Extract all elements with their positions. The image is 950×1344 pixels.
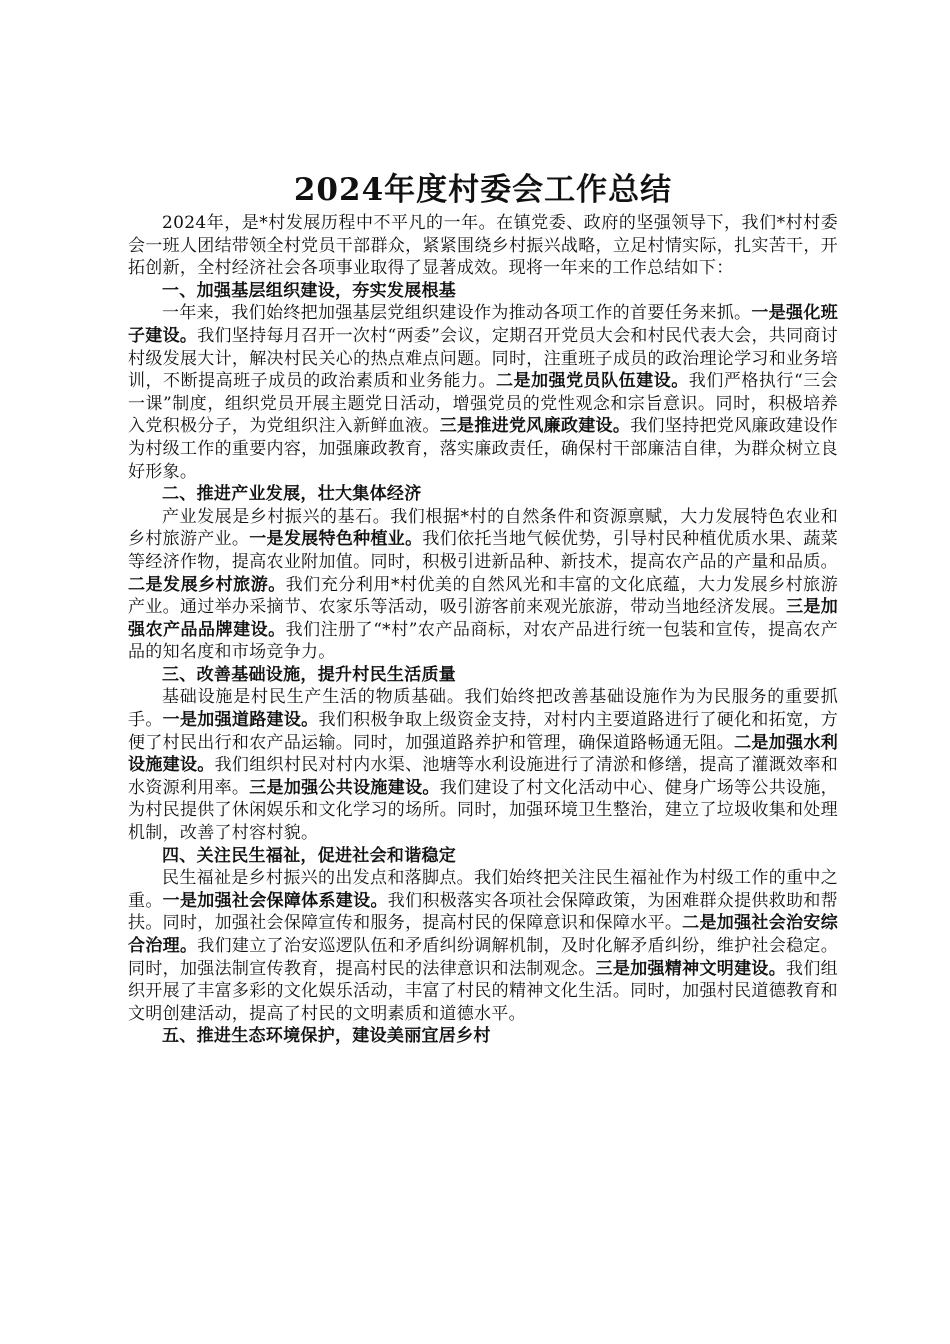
section-lead-2: 产业发展是乡村振兴的基石。我们根据*村的自然条件和资源禀赋，大力发展特色农业和乡村旅游产业。 — [128, 506, 838, 550]
section-heading-3: 三、改善基础设施，提升村民生活质量 — [162, 664, 457, 685]
document-page — [128, 168, 838, 1048]
section-2-item-3-label: 三是加强农产品品牌建设。 — [128, 597, 838, 640]
section-1-item-1-text: 我们坚持每月召开一次村“两委”会议，定期召开党员大会和村民代表大会，共同商讨村级发展大计，解决村民关心的热点难点问题。同时，注重班子成员的政治理论学习和业务培训，不断提高班子成员的政治素质和业务能力。 — [128, 325, 838, 392]
section-2-item-1-text: 我们依托当地气候优势，引导村民种植优质水果、蔬菜等经济作物，提高农业附加值。同时，积极引进新品种、新技术，提高农产品的产量和品质。 — [128, 529, 839, 572]
section-heading-2: 二、推进产业发展，壮大集体经济 — [162, 484, 422, 505]
section-1-item-3-text: 我们坚持把党风廉政建设作为村级工作的重要内容，加强廉政教育，落实廉政责任，确保村干部廉洁自律，为群众树立良好形象。 — [128, 416, 838, 482]
section-heading-4: 四、关注民生福祉，促进社会和谐稳定 — [162, 845, 457, 866]
section-lead-4: 民生福祉是乡村振兴的出发点和落脚点。我们始终把关注民生福祉作为村级工作的重中之重。 — [128, 868, 838, 911]
intro-paragraph: 2024年，是*村发展历程中不平凡的一年。在镇党委、政府的坚强领导下，我们*村村委会一班人团结带领全村党员干部群众，紧紧围绕乡村振兴战略，立足村情实际，扎实苦干，开拓创新，全村经济社会各项事业取得了显著成效。现将一年来的工作总结如下： — [128, 213, 838, 279]
section-1-item-3-label: 三是推进党风廉政建设。 — [439, 416, 631, 437]
section-3-item-3-text: 我们建设了村文化活动中心、健身广场等公共设施，为村民提供了休闲娱乐和文化学习的场所。同时，加强环境卫生整治，建立了垃圾收集和处理机制，改善了村容村貌。 — [128, 777, 838, 844]
section-4-item-3-label: 三是加强精神文明建设。 — [595, 958, 787, 979]
section-paragraph-1 — [128, 302, 838, 483]
section-2-item-2-text: 我们充分利用*村优美的自然风光和丰富的文化底蕴，大力发展乡村旅游产业。通过举办采摘节、农家乐等活动，吸引游客前来观光旅游，带动当地经济发展。 — [128, 574, 838, 618]
section-4-item-2-text: 我们建立了治安巡逻队伍和矛盾纠纷调解机制，及时化解矛盾纠纷，维护社会稳定。同时，加强法制宣传教育，提高村民的法律意识和法制观念。 — [128, 936, 838, 979]
section-3-item-3-label: 三是加强公共设施建设。 — [249, 777, 440, 798]
section-lead-1: 一年来，我们始终把加强基层党组织建设作为推动各项工作的首要任务来抓。 — [162, 303, 752, 324]
section-2-item-1-label: 一是发展特色种植业。 — [249, 529, 423, 550]
section-4-item-2-label: 二是加强社会治安综合治理。 — [128, 913, 838, 956]
section-paragraph-4 — [128, 867, 838, 1025]
section-3-item-1-text: 我们积极争取上级资金支持，对村内主要道路进行了硬化和拓宽，方便了村民出行和农产品运输。同时，加强道路养护和管理，确保道路畅通无阻。 — [128, 710, 838, 753]
section-paragraph-2 — [128, 506, 838, 664]
section-4-item-1-label: 一是加强社会保障体系建设。 — [162, 890, 388, 911]
section-heading-5: 五、推进生态环境保护，建设美丽宜居乡村 — [162, 1026, 491, 1047]
section-3-item-2-text: 我们组织村民对村内水渠、池塘等水利设施进行了清淤和修缮，提高了灌溉效率和水资源利用率。 — [128, 755, 838, 798]
section-1-item-2-text: 我们严格执行“三会一课”制度，组织党员开展主题党日活动，增强党员的党性观念和宗旨意识。同时，积极培养入党积极分子，为党组织注入新鲜血液。 — [128, 371, 838, 437]
section-1-item-1-label: 一是强化班子建设。 — [128, 303, 838, 346]
section-lead-3: 基础设施是村民生产生活的物质基础。我们始终把改善基础设施作为为民服务的重要抓手。 — [128, 687, 838, 731]
section-2-item-3-text: 我们注册了“*村”农产品商标，对农产品进行统一包装和宣传，提高农产品的知名度和市场竞争力。 — [128, 619, 839, 663]
section-3-item-2-label: 二是加强水利设施建设。 — [128, 732, 838, 776]
section-heading-1: 一、加强基层组织建设，夯实发展根基 — [162, 280, 457, 301]
document-title: 2024年度村委会工作总结 — [293, 172, 673, 208]
section-4-item-1-text: 我们积极落实各项社会保障政策，为困难群众提供救助和帮扶。同时，加强社会保障宣传和服务，提高村民的保障意识和保障水平。 — [128, 890, 838, 934]
section-3-item-1-label: 一是加强道路建设。 — [162, 710, 319, 731]
section-1-item-2-label: 二是加强党员队伍建设。 — [496, 371, 689, 392]
section-2-item-2-label: 二是发展乡村旅游。 — [128, 574, 286, 595]
section-paragraph-3 — [128, 686, 838, 844]
section-4-item-3-text: 我们组织开展了丰富多彩的文化娱乐活动，丰富了村民的精神文化生活。同时，加强村民道德教育和文明创建活动，提高了村民的文明素质和道德水平。 — [128, 958, 838, 1024]
